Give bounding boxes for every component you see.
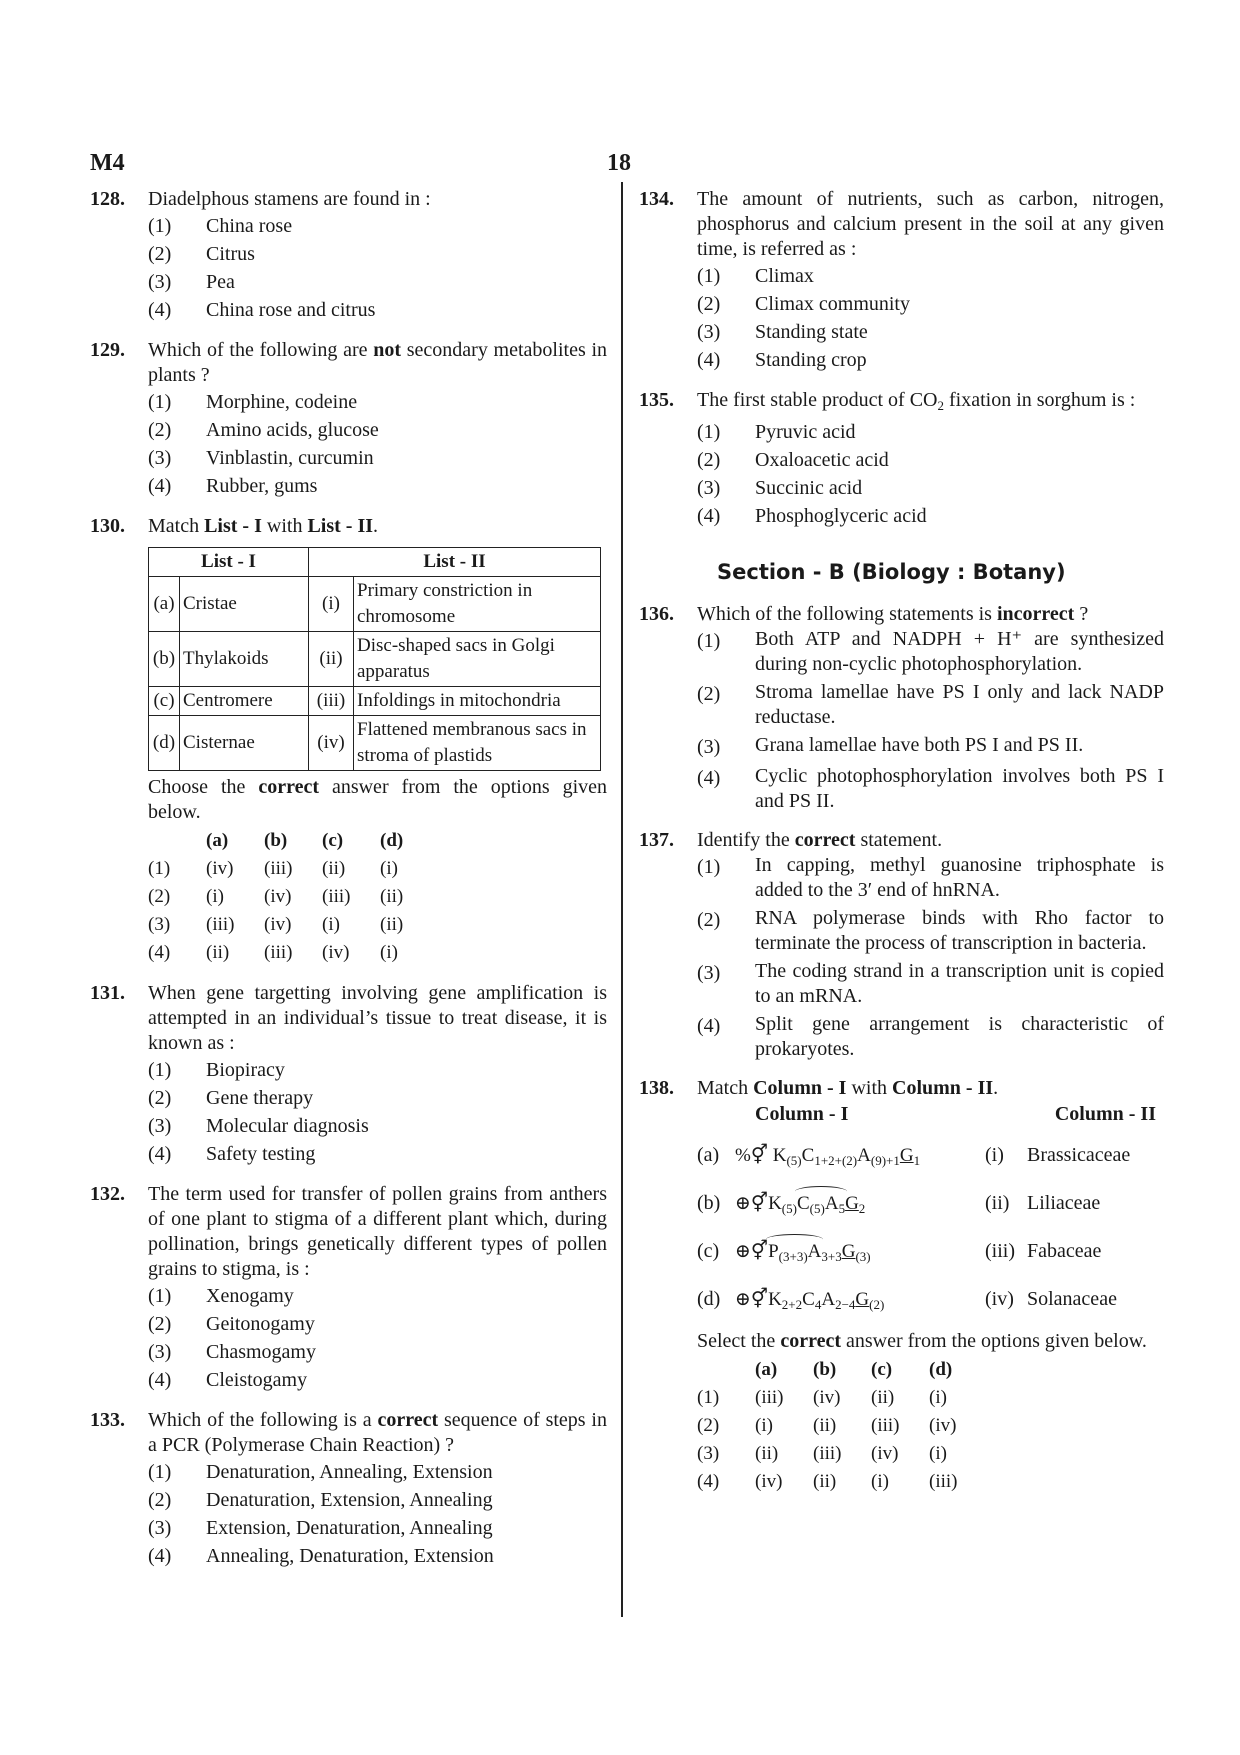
paper-code: M4	[90, 150, 125, 176]
answer-row: (3) (iii) (iv) (i) (ii)	[148, 914, 404, 935]
question-text: Identify the correct statement.	[697, 829, 943, 851]
question-text: Diadelphous stamens are found in :	[148, 188, 431, 210]
question-131	[90, 981, 607, 1168]
question-130	[90, 514, 607, 967]
option: (4) Split gene arrangement is characteristic of prokaryotes.	[697, 1013, 1164, 1060]
floral-formula: $\oplus⚥K_{2+2}C_4A_{2-4}G_{(2)}$	[735, 1289, 885, 1312]
question-number: 133.	[90, 1409, 125, 1431]
section-heading: Section - B (Biology : Botany)	[717, 560, 1066, 584]
option: (2) Stroma lamellae have PS I only and lack NADP reductase.	[697, 681, 1164, 728]
floral-formula: $\oplus⚥P_{(3+3)}A_{3+3}G_{(3)}$	[735, 1238, 985, 1271]
column-headers: Column - I Column - II	[755, 1103, 1156, 1125]
option: (3) Succinic acid	[697, 477, 863, 499]
option: (3) Grana lamellae have both PS I and PS II.	[697, 734, 1084, 758]
question-128	[90, 187, 607, 324]
answer-row: (2) (i) (ii) (iii) (iv)	[697, 1415, 957, 1436]
option: (1) Morphine, codeine	[148, 391, 358, 413]
question-number: 134.	[639, 188, 674, 210]
question-134	[639, 187, 1164, 374]
option: (4) Cyclic photophosphorylation involves both PS I and PS II.	[697, 765, 1164, 812]
list-2-header: List - II	[309, 548, 601, 577]
question-135	[639, 388, 1164, 530]
formula-row-c: (c) $\oplus⚥P_{(3+3)}A_{3+3}G_{(3)}$ (iii) Fabaceae	[697, 1237, 1164, 1271]
question-number: 132.	[90, 1183, 125, 1205]
formula-row-a: (a) %⚥ $K_{(5)}C_{1+2+(2)}A_{(9)+1}G_1$ (i) Brassicaceae	[697, 1141, 1164, 1175]
left-column	[90, 187, 607, 1584]
list-1-header: List - I	[149, 548, 309, 577]
question-137	[639, 828, 1164, 1062]
question-text: Match Column - I with Column - II.	[697, 1077, 999, 1099]
option: (2) Amino acids, glucose	[148, 419, 379, 441]
option: (4) China rose and citrus	[148, 299, 376, 321]
option: (1) Biopiracy	[148, 1059, 285, 1081]
option: (3) The coding strand in a transcription unit is copied to an mRNA.	[697, 960, 1164, 1007]
option: (2) Gene therapy	[148, 1087, 314, 1109]
question-text: Which of the following is a correct sequence of steps in a PCR (Polymerase Chain Reaction) ?	[148, 1409, 607, 1456]
answer-table: (a) (b) (c) (d) (1) (iii) (iv) (ii) (i) (2) (i) (ii) (iii) (iv) (3) (ii) (iii) (iv) (i) (4) (iv) (ii) (i) (iii)	[697, 1356, 987, 1496]
option: (4) Standing crop	[697, 349, 867, 371]
page-number: 18	[607, 150, 631, 176]
answer-row: (3) (ii) (iii) (iv) (i)	[697, 1443, 947, 1464]
floral-formula: $\oplus⚥K_{(5)}C_{(5)}A_5G_2$	[735, 1190, 985, 1223]
floral-formula: %⚥ $K_{(5)}C_{1+2+(2)}A_{(9)+1}G_1$	[735, 1145, 921, 1168]
option: (1) Both ATP and NADPH + H⁺ are synthesized during non-cyclic photophosphorylation.	[697, 628, 1164, 675]
question-text: The term used for transfer of pollen grains from anthers of one plant to stigma of a different plant which, during pollination, brings genetically different types of pollen grains to stigma, is :	[148, 1183, 607, 1280]
option: (1) In capping, methyl guanosine triphosphate is added to the 3′ end of hnRNA.	[697, 854, 1164, 901]
option: (2) RNA polymerase binds with Rho factor to terminate the process of transcription in bacteria.	[697, 907, 1164, 954]
option: (3) Vinblastin, curcumin	[148, 447, 374, 469]
table-row: (a) Cristae (i) Primary constriction in chromosome	[149, 577, 601, 632]
question-number: 131.	[90, 982, 125, 1004]
question-number: 129.	[90, 339, 125, 361]
option: (3) Molecular diagnosis	[148, 1115, 369, 1137]
answer-row: (2) (i) (iv) (iii) (ii)	[148, 886, 404, 907]
option: (2) Climax community	[697, 293, 910, 315]
option: (1) Xenogamy	[148, 1285, 294, 1307]
question-number: 136.	[639, 603, 674, 625]
question-text: Which of the following statements is incorrect ?	[697, 603, 1089, 625]
option: (4) Rubber, gums	[148, 475, 318, 497]
instruction: Select the correct answer from the options given below.	[697, 1330, 1147, 1352]
option: (4) Phosphoglyceric acid	[697, 505, 927, 527]
question-text: The amount of nutrients, such as carbon, nitrogen, phosphorus and calcium present in the soil at any given time, is referred as :	[697, 188, 1164, 260]
answer-row: (4) (ii) (iii) (iv) (i)	[148, 942, 398, 963]
option: (2) Citrus	[148, 243, 255, 265]
option: (4) Annealing, Denaturation, Extension	[148, 1545, 494, 1567]
option: (3) Pea	[148, 271, 235, 293]
table-row: (c) Centromere (iii) Infoldings in mitochondria	[149, 687, 601, 716]
option: (2) Geitonogamy	[148, 1313, 315, 1335]
option: (1) China rose	[148, 215, 293, 237]
option: (4) Safety testing	[148, 1143, 316, 1165]
option: (1) Climax	[697, 265, 814, 287]
option: (2) Denaturation, Extension, Annealing	[148, 1489, 493, 1511]
question-number: 138.	[639, 1077, 674, 1099]
option: (2) Oxaloacetic acid	[697, 449, 889, 471]
answer-row: (1) (iii) (iv) (ii) (i)	[697, 1387, 947, 1408]
question-138	[639, 1076, 1164, 1496]
option: (1) Pyruvic acid	[697, 421, 856, 443]
option: (3) Standing state	[697, 321, 868, 343]
right-column	[639, 187, 1164, 1510]
answer-row: (1) (iv) (iii) (ii) (i)	[148, 858, 398, 879]
question-132	[90, 1182, 607, 1394]
column-divider	[621, 182, 623, 1617]
question-number: 137.	[639, 829, 674, 851]
match-table	[148, 547, 601, 771]
option: (3) Chasmogamy	[148, 1341, 316, 1363]
formula-row-d: (d) $\oplus⚥K_{2+2}C_4A_{2-4}G_{(2)}$ (iv) Solanaceae	[697, 1285, 1164, 1319]
option: (4) Cleistogamy	[148, 1369, 308, 1391]
question-number: 130.	[90, 515, 125, 537]
table-row: (b) Thylakoids (ii) Disc-shaped sacs in Golgi apparatus	[149, 632, 601, 687]
formula-row-b: (b) $\oplus⚥K_{(5)}C_{(5)}A_5G_2$ (ii) Liliaceae	[697, 1189, 1164, 1223]
answer-table: (a) (b) (c) (d) (1) (iv) (iii) (ii) (i) (2) (i) (iv) (iii) (ii) (3) (iii) (iv) (i) (ii) (4) (ii) (iii) (iv) (i)	[148, 827, 438, 967]
question-text: Which of the following are not secondary metabolites in plants ?	[148, 339, 608, 386]
instruction: Choose the correct answer from the options given below.	[148, 776, 608, 823]
question-text: When gene targetting involving gene amplification is attempted in an individual’s tissue to treat disease, it is known as :	[148, 982, 607, 1054]
question-129	[90, 338, 607, 500]
question-133	[90, 1408, 607, 1570]
question-text: Match List - I with List - II.	[148, 515, 379, 537]
question-number: 135.	[639, 389, 674, 411]
question-number: 128.	[90, 188, 125, 210]
option: (3) Extension, Denaturation, Annealing	[148, 1517, 493, 1539]
option: (1) Denaturation, Annealing, Extension	[148, 1461, 493, 1483]
question-text: The first stable product of $CO_2$ fixation in sorghum is :	[697, 389, 1136, 413]
table-row: (d) Cisternae (iv) Flattened membranous sacs in stroma of plastids	[149, 716, 601, 771]
question-136	[639, 602, 1164, 814]
answer-row: (4) (iv) (ii) (i) (iii)	[697, 1471, 958, 1492]
